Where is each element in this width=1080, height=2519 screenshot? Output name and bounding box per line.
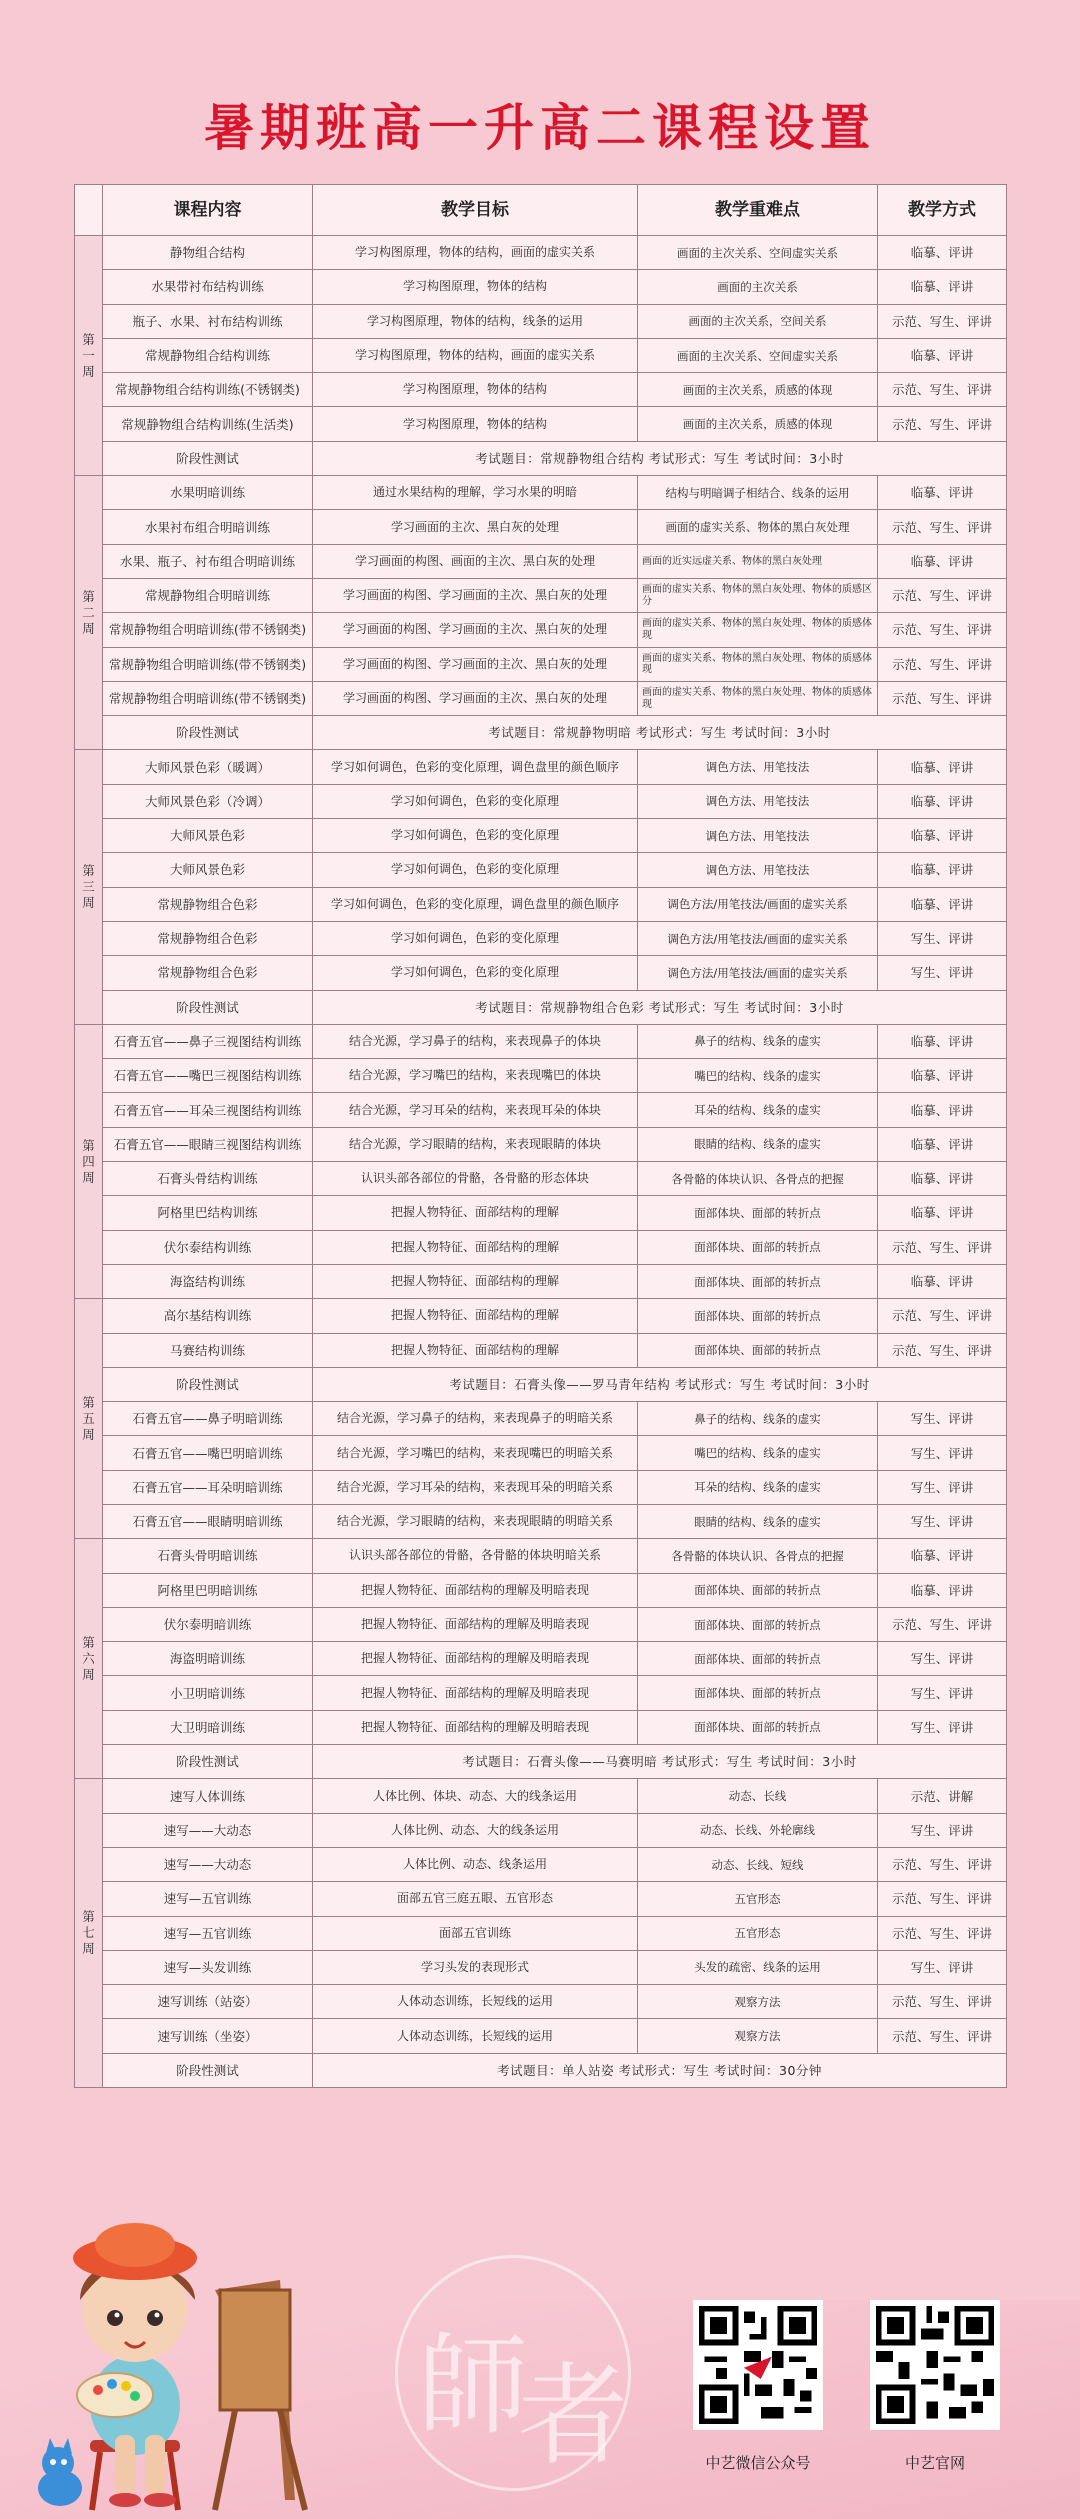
- key-point-cell: 面部体块、面部的转折点: [638, 1710, 878, 1744]
- course-content-cell: 水果衬布组合明暗训练: [103, 510, 313, 544]
- table-row: [75, 1196, 1007, 1230]
- teaching-goal-cell: 结合光源，学习鼻子的结构，来表现鼻子的体块: [313, 1024, 638, 1058]
- teaching-method-cell: 示范、写生、评讲: [878, 1985, 1007, 2019]
- table-row: [75, 784, 1007, 818]
- key-point-cell: 调色方法、用笔技法: [638, 784, 878, 818]
- key-point-cell: 画面的虚实关系、物体的黑白灰处理、物体的质感体现: [638, 681, 878, 715]
- table-row: [75, 1230, 1007, 1264]
- week-label: [75, 476, 103, 750]
- teaching-goal-cell: 把握人物特征、面部结构的理解: [313, 1264, 638, 1298]
- qr-code-icon: [876, 2306, 994, 2424]
- course-content-cell: 速写训练（坐姿）: [103, 2019, 313, 2053]
- teaching-goal-cell: 结合光源，学习嘴巴的结构，来表现嘴巴的明暗关系: [313, 1436, 638, 1470]
- key-point-cell: 画面的主次关系、空间虚实关系: [638, 236, 878, 270]
- course-content-cell: 石膏五官——鼻子三视图结构训练: [103, 1024, 313, 1058]
- course-content-cell: 常规静物组合色彩: [103, 921, 313, 955]
- teaching-goal-cell: 结合光源，学习眼睛的结构，来表现眼睛的体块: [313, 1127, 638, 1161]
- teaching-goal-cell: 把握人物特征、面部结构的理解: [313, 1196, 638, 1230]
- stage-test-row: [75, 716, 1007, 750]
- teaching-method-cell: 临摹、评讲: [878, 1127, 1007, 1161]
- week-label: [75, 1539, 103, 1779]
- teaching-goal-cell: 学习构图原理，物体的结构，线条的运用: [313, 304, 638, 338]
- key-point-cell: 调色方法/用笔技法/画面的虚实关系: [638, 887, 878, 921]
- teaching-goal-cell: 学习如何调色，色彩的变化原理: [313, 853, 638, 887]
- table-row: [75, 1059, 1007, 1093]
- week-label-text: 第三周: [82, 863, 95, 911]
- teaching-goal-cell: 面部五官训练: [313, 1916, 638, 1950]
- course-content-cell: 石膏五官——眼睛明暗训练: [103, 1504, 313, 1538]
- key-point-cell: 观察方法: [638, 1985, 878, 2019]
- table-row: [75, 1607, 1007, 1641]
- teaching-method-cell: 示范、写生、评讲: [878, 1607, 1007, 1641]
- stage-test-label: 阶段性测试: [103, 716, 313, 750]
- header-goal: 教学目标: [313, 185, 638, 236]
- table-row: [75, 956, 1007, 990]
- course-content-cell: 常规静物组合结构训练(不锈钢类): [103, 373, 313, 407]
- teaching-goal-cell: 结合光源，学习眼睛的结构，来表现眼睛的明暗关系: [313, 1504, 638, 1538]
- key-point-cell: 鼻子的结构、线条的虚实: [638, 1024, 878, 1058]
- teaching-goal-cell: 学习如何调色，色彩的变化原理: [313, 784, 638, 818]
- key-point-cell: 画面的主次关系，空间关系: [638, 304, 878, 338]
- table-row: [75, 1847, 1007, 1881]
- course-content-cell: 常规静物组合结构训练(生活类): [103, 407, 313, 441]
- key-point-cell: 眼睛的结构、线条的虚实: [638, 1504, 878, 1538]
- teaching-method-cell: 写生、评讲: [878, 1436, 1007, 1470]
- teaching-goal-cell: 学习画面的构图、学习画面的主次、黑白灰的处理: [313, 647, 638, 681]
- qr-code-icon: [699, 2306, 817, 2424]
- teaching-method-cell: 临摹、评讲: [878, 544, 1007, 578]
- teaching-goal-cell: 学习画面的构图、学习画面的主次、黑白灰的处理: [313, 578, 638, 612]
- teaching-method-cell: 临摹、评讲: [878, 236, 1007, 270]
- key-point-cell: 画面的主次关系、空间虚实关系: [638, 338, 878, 372]
- stage-test-row: [75, 1367, 1007, 1401]
- week-label-text: 第六周: [82, 1634, 95, 1682]
- teaching-goal-cell: 把握人物特征、面部结构的理解及明暗表现: [313, 1642, 638, 1676]
- table-row: [75, 1127, 1007, 1161]
- key-point-cell: 面部体块、面部的转折点: [638, 1573, 878, 1607]
- teaching-goal-cell: 认识头部各部位的骨骼，各骨骼的形态体块: [313, 1162, 638, 1196]
- header-week: [75, 185, 103, 236]
- key-point-cell: 画面的虚实关系、物体的黑白灰处理、物体的质感体现: [638, 613, 878, 647]
- teaching-goal-cell: 学习画面的构图、学习画面的主次、黑白灰的处理: [313, 681, 638, 715]
- teaching-goal-cell: 学习构图原理，物体的结构，画面的虚实关系: [313, 338, 638, 372]
- qr-code-wechat[interactable]: [693, 2300, 823, 2430]
- teaching-goal-cell: 把握人物特征、面部结构的理解及明暗表现: [313, 1573, 638, 1607]
- teaching-method-cell: 示范、写生、评讲: [878, 578, 1007, 612]
- key-point-cell: 五官形态: [638, 1882, 878, 1916]
- teaching-goal-cell: 把握人物特征、面部结构的理解及明暗表现: [313, 1607, 638, 1641]
- teaching-goal-cell: 认识头部各部位的骨骼，各骨骼的体块明暗关系: [313, 1539, 638, 1573]
- table-row: [75, 819, 1007, 853]
- course-content-cell: 海盗结构训练: [103, 1264, 313, 1298]
- teaching-method-cell: 写生、评讲: [878, 1470, 1007, 1504]
- course-content-cell: 静物组合结构: [103, 236, 313, 270]
- course-content-cell: 伏尔泰明暗训练: [103, 1607, 313, 1641]
- key-point-cell: 调色方法、用笔技法: [638, 750, 878, 784]
- course-content-cell: 阿格里巴明暗训练: [103, 1573, 313, 1607]
- teaching-method-cell: 临摹、评讲: [878, 476, 1007, 510]
- week-label: [75, 1779, 103, 2088]
- teaching-method-cell: 临摹、评讲: [878, 1059, 1007, 1093]
- table-row: [75, 578, 1007, 612]
- teaching-goal-cell: 学习画面的构图、学习画面的主次、黑白灰的处理: [313, 613, 638, 647]
- key-point-cell: 画面的虚实关系、物体的黑白灰处理、物体的质感区分: [638, 578, 878, 612]
- course-content-cell: 速写—五官训练: [103, 1882, 313, 1916]
- teaching-method-cell: 临摹、评讲: [878, 1573, 1007, 1607]
- key-point-cell: 动态、长线: [638, 1779, 878, 1813]
- teaching-goal-cell: 人体动态训练，长短线的运用: [313, 1985, 638, 2019]
- key-point-cell: 调色方法/用笔技法/画面的虚实关系: [638, 956, 878, 990]
- key-point-cell: 眼睛的结构、线条的虚实: [638, 1127, 878, 1161]
- key-point-cell: 面部体块、面部的转折点: [638, 1607, 878, 1641]
- key-point-cell: 各骨骼的体块认识、各骨点的把握: [638, 1539, 878, 1573]
- key-point-cell: 耳朵的结构、线条的虚实: [638, 1470, 878, 1504]
- teaching-goal-cell: 人体比例、体块、动态、大的线条运用: [313, 1779, 638, 1813]
- table-row: [75, 407, 1007, 441]
- stage-test-label: 阶段性测试: [103, 990, 313, 1024]
- table-row: [75, 1779, 1007, 1813]
- teaching-method-cell: 示范、写生、评讲: [878, 1882, 1007, 1916]
- table-row: [75, 647, 1007, 681]
- key-point-cell: 嘴巴的结构、线条的虚实: [638, 1436, 878, 1470]
- teaching-goal-cell: 学习头发的表现形式: [313, 1950, 638, 1984]
- course-content-cell: 常规静物组合结构训练: [103, 338, 313, 372]
- table-row: [75, 1093, 1007, 1127]
- teaching-goal-cell: 人体比例、动态、线条运用: [313, 1847, 638, 1881]
- header-content: 课程内容: [103, 185, 313, 236]
- teaching-goal-cell: 学习构图原理，物体的结构: [313, 373, 638, 407]
- teaching-goal-cell: 把握人物特征、面部结构的理解及明暗表现: [313, 1710, 638, 1744]
- table-row: [75, 236, 1007, 270]
- teaching-goal-cell: 结合光源，学习耳朵的结构，来表现耳朵的体块: [313, 1093, 638, 1127]
- stage-test-row: [75, 441, 1007, 475]
- teaching-method-cell: 临摹、评讲: [878, 1162, 1007, 1196]
- stage-test-info: 考试题目：石膏头像——马赛明暗 考试形式：写生 考试时间：3小时: [313, 1745, 1007, 1779]
- teaching-method-cell: 写生、评讲: [878, 956, 1007, 990]
- course-schedule-table: [74, 184, 1007, 2088]
- key-point-cell: 面部体块、面部的转折点: [638, 1196, 878, 1230]
- table-row: [75, 1024, 1007, 1058]
- key-point-cell: 面部体块、面部的转折点: [638, 1333, 878, 1367]
- stage-test-label: 阶段性测试: [103, 441, 313, 475]
- teaching-method-cell: 示范、写生、评讲: [878, 2019, 1007, 2053]
- table-row: [75, 613, 1007, 647]
- teaching-method-cell: 示范、写生、评讲: [878, 304, 1007, 338]
- teaching-method-cell: 示范、写生、评讲: [878, 373, 1007, 407]
- week-label: [75, 1024, 103, 1298]
- header-method: 教学方式: [878, 185, 1007, 236]
- key-point-cell: 鼻子的结构、线条的虚实: [638, 1402, 878, 1436]
- teaching-method-cell: 示范、写生、评讲: [878, 1916, 1007, 1950]
- table-row: [75, 1402, 1007, 1436]
- teaching-goal-cell: 学习如何调色，色彩的变化原理，调色盘里的颜色顺序: [313, 887, 638, 921]
- teaching-method-cell: 写生、评讲: [878, 1402, 1007, 1436]
- teaching-method-cell: 写生、评讲: [878, 1504, 1007, 1538]
- key-point-cell: 动态、长线、外轮廓线: [638, 1813, 878, 1847]
- key-point-cell: 面部体块、面部的转折点: [638, 1642, 878, 1676]
- course-content-cell: 大师风景色彩: [103, 819, 313, 853]
- key-point-cell: 画面的主次关系: [638, 270, 878, 304]
- course-content-cell: 速写—五官训练: [103, 1916, 313, 1950]
- course-content-cell: 水果带衬布结构训练: [103, 270, 313, 304]
- key-point-cell: 画面的主次关系，质感的体现: [638, 407, 878, 441]
- key-point-cell: 画面的近实远虚关系、物体的黑白灰处理: [638, 544, 878, 578]
- week-label-text: 第五周: [82, 1394, 95, 1442]
- week-label-text: 第四周: [82, 1137, 95, 1185]
- key-point-cell: 调色方法/用笔技法/画面的虚实关系: [638, 921, 878, 955]
- teaching-goal-cell: 学习如何调色，色彩的变化原理，调色盘里的颜色顺序: [313, 750, 638, 784]
- course-content-cell: 石膏头骨明暗训练: [103, 1539, 313, 1573]
- teaching-goal-cell: 学习如何调色，色彩的变化原理: [313, 921, 638, 955]
- teaching-goal-cell: 结合光源，学习耳朵的结构，来表现耳朵的明暗关系: [313, 1470, 638, 1504]
- course-content-cell: 速写人体训练: [103, 1779, 313, 1813]
- teaching-method-cell: 示范、讲解: [878, 1779, 1007, 1813]
- table-row: [75, 1813, 1007, 1847]
- key-point-cell: 面部体块、面部的转折点: [638, 1230, 878, 1264]
- course-content-cell: 小卫明暗训练: [103, 1676, 313, 1710]
- teaching-method-cell: 写生、评讲: [878, 1676, 1007, 1710]
- key-point-cell: 五官形态: [638, 1916, 878, 1950]
- key-point-cell: 各骨骼的体块认识、各骨点的把握: [638, 1162, 878, 1196]
- table-row: [75, 1539, 1007, 1573]
- course-content-cell: 常规静物组合色彩: [103, 887, 313, 921]
- teaching-goal-cell: 学习画面的构图、画面的主次、黑白灰的处理: [313, 544, 638, 578]
- key-point-cell: 观察方法: [638, 2019, 878, 2053]
- key-point-cell: 调色方法、用笔技法: [638, 819, 878, 853]
- course-content-cell: 常规静物组合色彩: [103, 956, 313, 990]
- teaching-method-cell: 示范、写生、评讲: [878, 1333, 1007, 1367]
- table-row: [75, 510, 1007, 544]
- stage-test-row: [75, 2053, 1007, 2087]
- stage-test-label: 阶段性测试: [103, 1745, 313, 1779]
- teaching-goal-cell: 学习如何调色，色彩的变化原理: [313, 819, 638, 853]
- teaching-goal-cell: 通过水果结构的理解，学习水果的明暗: [313, 476, 638, 510]
- course-content-cell: 马赛结构训练: [103, 1333, 313, 1367]
- table-row: [75, 853, 1007, 887]
- table-row: [75, 921, 1007, 955]
- teaching-goal-cell: 人体动态训练，长短线的运用: [313, 2019, 638, 2053]
- key-point-cell: 画面的主次关系，质感的体现: [638, 373, 878, 407]
- key-point-cell: 画面的虚实关系、物体的黑白灰处理: [638, 510, 878, 544]
- teaching-method-cell: 临摹、评讲: [878, 853, 1007, 887]
- table-row: [75, 1710, 1007, 1744]
- teaching-method-cell: 临摹、评讲: [878, 1093, 1007, 1127]
- course-content-cell: 大师风景色彩（冷调）: [103, 784, 313, 818]
- teaching-method-cell: 示范、写生、评讲: [878, 510, 1007, 544]
- table-row: [75, 1333, 1007, 1367]
- table-row: [75, 1676, 1007, 1710]
- table-row: [75, 1642, 1007, 1676]
- stage-test-label: 阶段性测试: [103, 1367, 313, 1401]
- table-row: [75, 1916, 1007, 1950]
- key-point-cell: 面部体块、面部的转折点: [638, 1299, 878, 1333]
- teaching-method-cell: 写生、评讲: [878, 1710, 1007, 1744]
- table-row: [75, 1573, 1007, 1607]
- stage-test-label: 阶段性测试: [103, 2053, 313, 2087]
- teaching-goal-cell: 把握人物特征、面部结构的理解: [313, 1230, 638, 1264]
- header-key-points: 教学重难点: [638, 185, 878, 236]
- course-content-cell: 常规静物组合明暗训练(带不锈钢类): [103, 681, 313, 715]
- course-content-cell: 速写—头发训练: [103, 1950, 313, 1984]
- teaching-goal-cell: 结合光源，学习鼻子的结构，来表现鼻子的明暗关系: [313, 1402, 638, 1436]
- teaching-method-cell: 示范、写生、评讲: [878, 1299, 1007, 1333]
- week-label: [75, 236, 103, 476]
- table-row: [75, 476, 1007, 510]
- course-content-cell: 阿格里巴结构训练: [103, 1196, 313, 1230]
- table-row: [75, 1470, 1007, 1504]
- course-content-cell: 石膏五官——嘴巴三视图结构训练: [103, 1059, 313, 1093]
- teaching-method-cell: 示范、写生、评讲: [878, 613, 1007, 647]
- course-content-cell: 速写——大动态: [103, 1813, 313, 1847]
- teaching-goal-cell: 面部五官三庭五眼、五官形态: [313, 1882, 638, 1916]
- teaching-method-cell: 示范、写生、评讲: [878, 407, 1007, 441]
- teaching-method-cell: 临摹、评讲: [878, 270, 1007, 304]
- teaching-method-cell: 示范、写生、评讲: [878, 647, 1007, 681]
- table-row: [75, 1985, 1007, 2019]
- teaching-method-cell: 写生、评讲: [878, 921, 1007, 955]
- table-row: [75, 338, 1007, 372]
- table-row: [75, 887, 1007, 921]
- table-row: [75, 1299, 1007, 1333]
- watermark-seal: 師 者: [395, 2255, 631, 2491]
- teaching-goal-cell: 把握人物特征、面部结构的理解: [313, 1299, 638, 1333]
- table-header-row: [75, 185, 1007, 236]
- table-row: [75, 1162, 1007, 1196]
- course-content-cell: 瓶子、水果、衬布结构训练: [103, 304, 313, 338]
- qr-caption-website: 中艺官网: [904, 2454, 965, 2472]
- teaching-goal-cell: 学习构图原理，物体的结构，画面的虚实关系: [313, 236, 638, 270]
- week-label-text: 第二周: [82, 588, 95, 636]
- page-title: 暑期班高一升高二课程设置: [204, 99, 876, 157]
- course-content-cell: 海盗明暗训练: [103, 1642, 313, 1676]
- teaching-goal-cell: 学习构图原理，物体的结构: [313, 270, 638, 304]
- teaching-method-cell: 写生、评讲: [878, 1642, 1007, 1676]
- table-row: [75, 1950, 1007, 1984]
- key-point-cell: 动态、长线、短线: [638, 1847, 878, 1881]
- teaching-method-cell: 临摹、评讲: [878, 338, 1007, 372]
- stage-test-info: 考试题目：常规静物组合结构 考试形式：写生 考试时间：3小时: [313, 441, 1007, 475]
- painter-girl-illustration: [20, 2170, 350, 2515]
- course-content-cell: 石膏五官——耳朵三视图结构训练: [103, 1093, 313, 1127]
- stage-test-row: [75, 990, 1007, 1024]
- week-label-text: 第七周: [82, 1909, 95, 1957]
- teaching-goal-cell: 结合光源，学习嘴巴的结构，来表现嘴巴的体块: [313, 1059, 638, 1093]
- teaching-goal-cell: 人体比例、动态、大的线条运用: [313, 1813, 638, 1847]
- qr-code-website[interactable]: [870, 2300, 1000, 2430]
- course-content-cell: 速写训练（站姿）: [103, 1985, 313, 2019]
- teaching-method-cell: 临摹、评讲: [878, 819, 1007, 853]
- course-content-cell: 常规静物组合明暗训练(带不锈钢类): [103, 613, 313, 647]
- teaching-method-cell: 写生、评讲: [878, 1950, 1007, 1984]
- teaching-method-cell: 临摹、评讲: [878, 1539, 1007, 1573]
- teaching-method-cell: 临摹、评讲: [878, 750, 1007, 784]
- course-content-cell: 大师风景色彩: [103, 853, 313, 887]
- teaching-method-cell: 临摹、评讲: [878, 1196, 1007, 1230]
- table-row: [75, 270, 1007, 304]
- stage-test-info: 考试题目：单人站姿 考试形式：写生 考试时间：30分钟: [313, 2053, 1007, 2087]
- course-content-cell: 石膏五官——嘴巴明暗训练: [103, 1436, 313, 1470]
- table-row: [75, 544, 1007, 578]
- table-row: [75, 681, 1007, 715]
- teaching-goal-cell: 把握人物特征、面部结构的理解: [313, 1333, 638, 1367]
- key-point-cell: 画面的虚实关系、物体的黑白灰处理、物体的质感体现: [638, 647, 878, 681]
- key-point-cell: 头发的疏密、线条的运用: [638, 1950, 878, 1984]
- table-row: [75, 750, 1007, 784]
- table-row: [75, 304, 1007, 338]
- teaching-goal-cell: 学习画面的主次、黑白灰的处理: [313, 510, 638, 544]
- course-content-cell: 速写——大动态: [103, 1847, 313, 1881]
- key-point-cell: 结构与明暗调子相结合、线条的运用: [638, 476, 878, 510]
- teaching-goal-cell: 把握人物特征、面部结构的理解及明暗表现: [313, 1676, 638, 1710]
- stage-test-row: [75, 1745, 1007, 1779]
- teaching-goal-cell: 学习如何调色，色彩的变化原理: [313, 956, 638, 990]
- table-row: [75, 1504, 1007, 1538]
- course-content-cell: 伏尔泰结构训练: [103, 1230, 313, 1264]
- course-content-cell: 常规静物组合明暗训练(带不锈钢类): [103, 647, 313, 681]
- key-point-cell: 嘴巴的结构、线条的虚实: [638, 1059, 878, 1093]
- teaching-method-cell: 示范、写生、评讲: [878, 681, 1007, 715]
- course-content-cell: 石膏五官——眼睛三视图结构训练: [103, 1127, 313, 1161]
- course-content-cell: 常规静物组合明暗训练: [103, 578, 313, 612]
- week-label: [75, 1299, 103, 1539]
- stage-test-info: 考试题目：常规静物明暗 考试形式：写生 考试时间：3小时: [313, 716, 1007, 750]
- table-row: [75, 1264, 1007, 1298]
- course-content-cell: 水果、瓶子、衬布组合明暗训练: [103, 544, 313, 578]
- table-row: [75, 1436, 1007, 1470]
- key-point-cell: 耳朵的结构、线条的虚实: [638, 1093, 878, 1127]
- stage-test-info: 考试题目：石膏头像——罗马青年结构 考试形式：写生 考试时间：3小时: [313, 1367, 1007, 1401]
- course-content-cell: 石膏五官——鼻子明暗训练: [103, 1402, 313, 1436]
- table-row: [75, 2019, 1007, 2053]
- teaching-method-cell: 临摹、评讲: [878, 784, 1007, 818]
- course-content-cell: 水果明暗训练: [103, 476, 313, 510]
- key-point-cell: 调色方法、用笔技法: [638, 853, 878, 887]
- teaching-goal-cell: 学习构图原理，物体的结构: [313, 407, 638, 441]
- teaching-method-cell: 临摹、评讲: [878, 1264, 1007, 1298]
- course-content-cell: 石膏头骨结构训练: [103, 1162, 313, 1196]
- qr-caption-wechat: 中艺微信公众号: [705, 2454, 811, 2472]
- week-label-text: 第一周: [82, 331, 95, 379]
- teaching-method-cell: 临摹、评讲: [878, 1024, 1007, 1058]
- course-content-cell: 大师风景色彩（暖调）: [103, 750, 313, 784]
- key-point-cell: 面部体块、面部的转折点: [638, 1264, 878, 1298]
- week-label: [75, 750, 103, 1024]
- teaching-method-cell: 写生、评讲: [878, 1813, 1007, 1847]
- course-content-cell: 石膏五官——耳朵明暗训练: [103, 1470, 313, 1504]
- key-point-cell: 面部体块、面部的转折点: [638, 1676, 878, 1710]
- course-content-cell: 大卫明暗训练: [103, 1710, 313, 1744]
- table-row: [75, 1882, 1007, 1916]
- teaching-method-cell: 临摹、评讲: [878, 887, 1007, 921]
- stage-test-info: 考试题目：常规静物组合色彩 考试形式：写生 考试时间：3小时: [313, 990, 1007, 1024]
- table-row: [75, 373, 1007, 407]
- course-content-cell: 高尔基结构训练: [103, 1299, 313, 1333]
- teaching-method-cell: 示范、写生、评讲: [878, 1847, 1007, 1881]
- teaching-method-cell: 示范、写生、评讲: [878, 1230, 1007, 1264]
